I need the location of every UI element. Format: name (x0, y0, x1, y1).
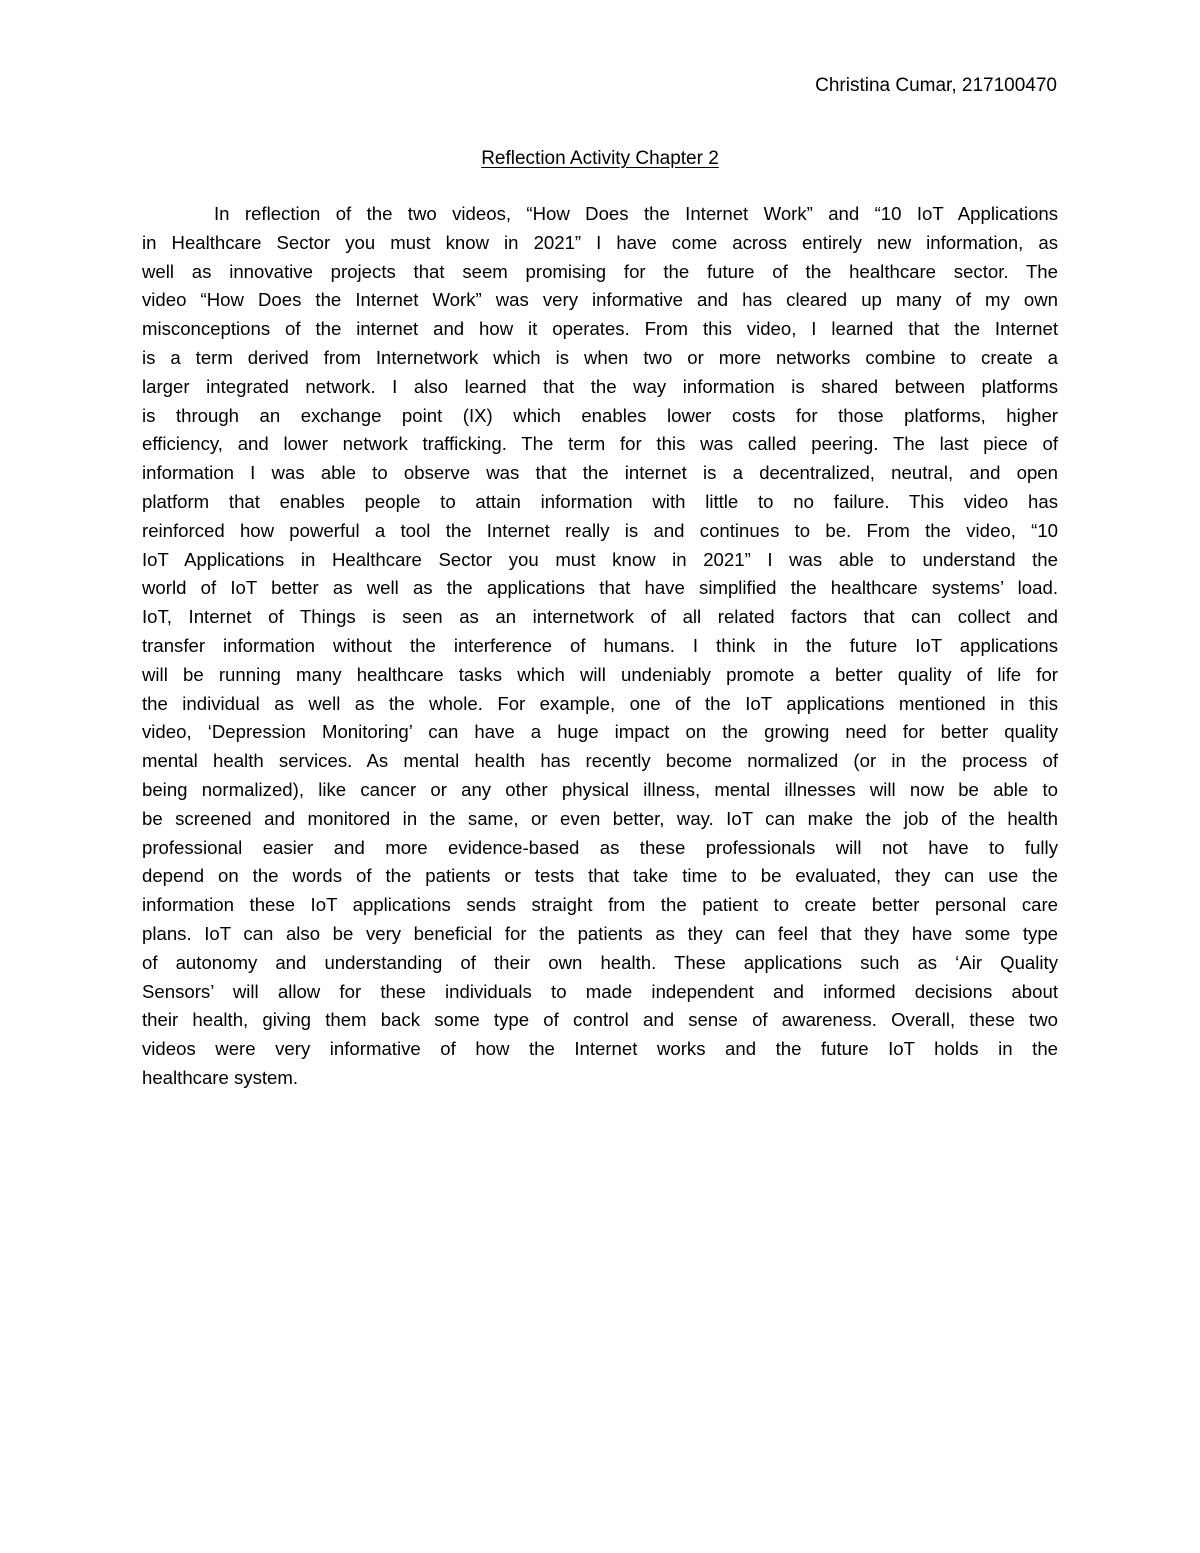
document-title: Reflection Activity Chapter 2 (481, 148, 719, 169)
paragraph-line: In reflection of the two videos, “How Does the Internet Work” and “10 IoT Applications (214, 203, 1058, 224)
paragraph-line-last: healthcare system. (142, 1066, 299, 1088)
paragraph-line: being normalized), like cancer or any other physical illness, mental illnesses will now be able to (142, 778, 1058, 800)
paragraph-line: be screened and monitored in the same, or even better, way. IoT can make the job of the health (142, 807, 1058, 829)
paragraph-line: information these IoT applications sends straight from the patient to create better personal care (142, 894, 1058, 916)
paragraph-line: is a term derived from Internetwork which is when two or more networks combine to create a (142, 346, 1058, 368)
paragraph-line: in Healthcare Sector you must know in 2021” I have come across entirely new information, as (142, 231, 1058, 253)
paragraph-line: misconceptions of the internet and how it operates. From this video, I learned that the Internet (142, 318, 1058, 340)
paragraph-line: video “How Does the Internet Work” was very informative and has cleared up many of my own (142, 289, 1058, 311)
paragraph-line: the individual as well as the whole. For example, one of the IoT applications mentioned in this (142, 692, 1058, 714)
paragraph-line: of autonomy and understanding of their own health. These applications such as ‘Air Quality (142, 951, 1058, 973)
paragraph-line: platform that enables people to attain information with little to no failure. This video has (142, 490, 1058, 512)
paragraph-line: information I was able to observe was that the internet is a decentralized, neutral, and open (142, 462, 1058, 484)
paragraph-line: is through an exchange point (IX) which enables lower costs for those platforms, higher (142, 404, 1058, 426)
paragraph-line: plans. IoT can also be very beneficial for the patients as they can feel that they have some type (142, 922, 1058, 944)
paragraph-line: larger integrated network. I also learned that the way information is shared between platforms (142, 375, 1058, 397)
paragraph-line: transfer information without the interference of humans. I think in the future IoT applications (142, 634, 1058, 656)
paragraph-line: depend on the words of the patients or tests that take time to be evaluated, they can use the (142, 865, 1058, 887)
paragraph-line: IoT, Internet of Things is seen as an internetwork of all related factors that can collect and (142, 606, 1058, 628)
paragraph-line: professional easier and more evidence-based as these professionals will not have to fully (142, 836, 1058, 858)
paragraph-line: well as innovative projects that seem promising for the future of the healthcare sector. The (142, 260, 1058, 282)
paragraph-line: videos were very informative of how the Internet works and the future IoT holds in the (142, 1038, 1058, 1060)
paragraph-line: will be running many healthcare tasks which will undeniably promote a better quality of life for (142, 663, 1058, 685)
author-header: Christina Cumar, 217100470 (815, 75, 1057, 96)
paragraph-line: IoT Applications in Healthcare Sector you must know in 2021” I was able to understand the (142, 548, 1058, 570)
paragraph-line: world of IoT better as well as the applications that have simplified the healthcare systems’ load. (142, 577, 1058, 599)
paragraph-line: reinforced how powerful a tool the Internet really is and continues to be. From the video, “10 (142, 519, 1058, 541)
paragraph-line: Sensors’ will allow for these individuals to made independent and informed decisions about (142, 980, 1058, 1002)
paragraph-line: video, ‘Depression Monitoring’ can have a huge impact on the growing need for better quality (142, 721, 1058, 743)
paragraph-line: their health, giving them back some type of control and sense of awareness. Overall, these two (142, 1009, 1058, 1031)
paragraph-line: efficiency, and lower network trafficking. The term for this was called peering. The last piece of (142, 433, 1058, 455)
body-paragraph (142, 200, 1058, 1093)
paragraph-line: mental health services. As mental health has recently become normalized (or in the process of (142, 750, 1058, 772)
